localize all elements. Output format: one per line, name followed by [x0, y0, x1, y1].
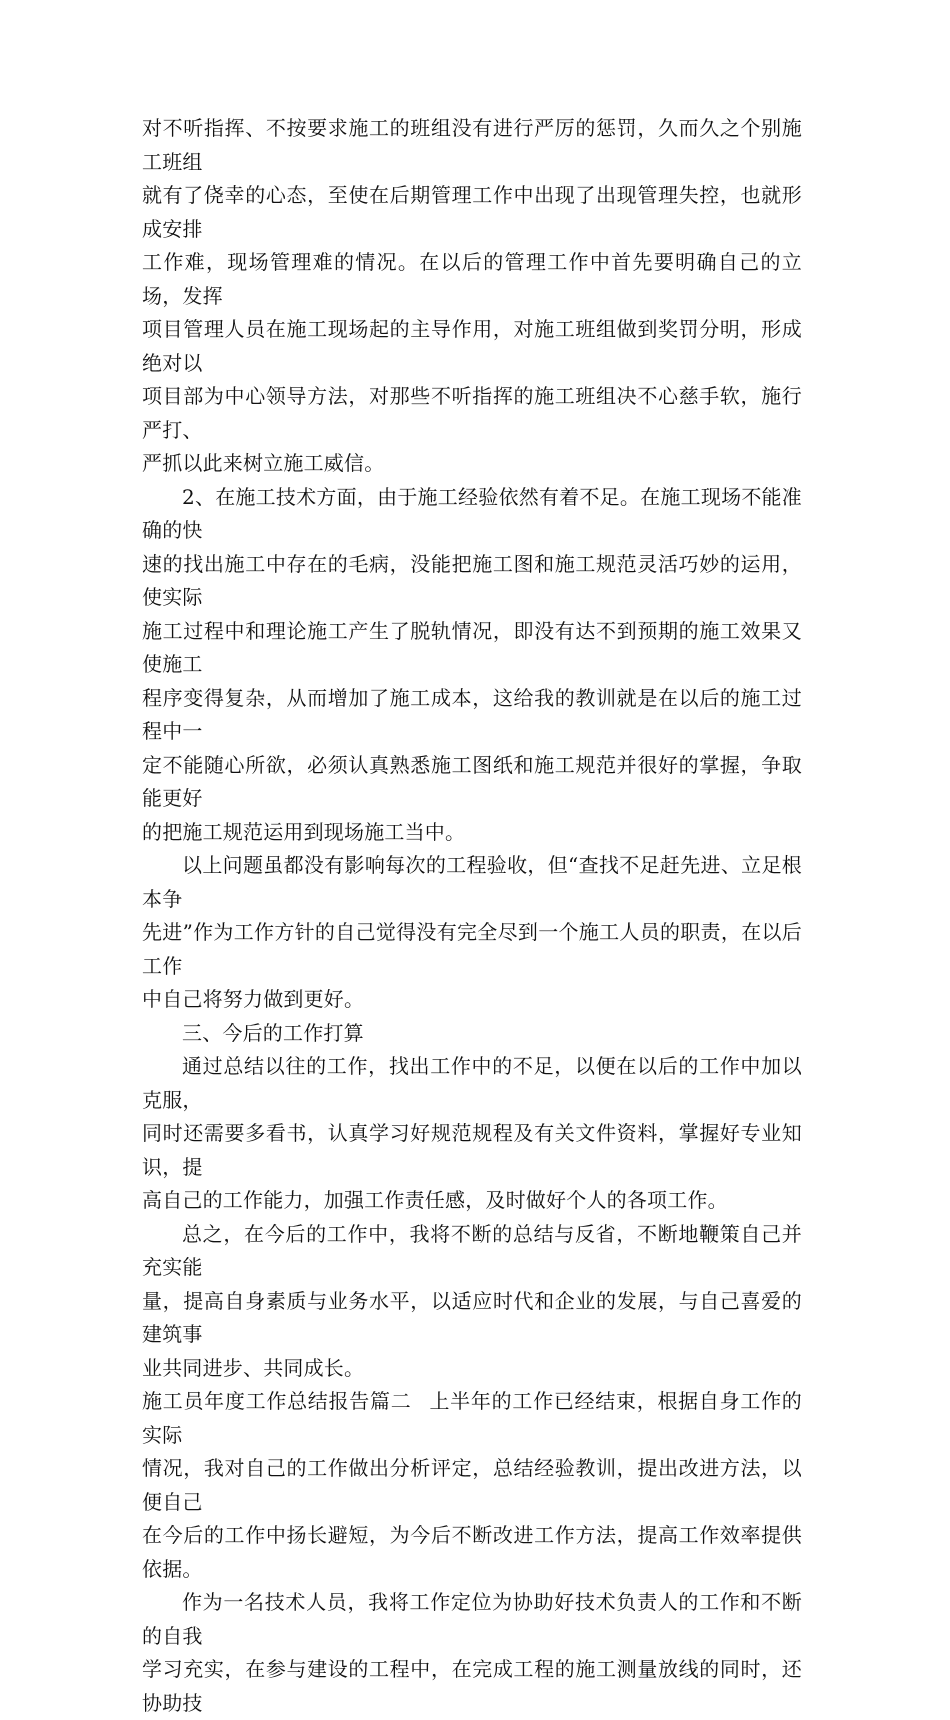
paragraph-technical-role: [142, 1586, 802, 1720]
paragraph-conclusion: [142, 1218, 802, 1386]
text-line: 施工过程中和理论施工产生了脱轨情况，即没有达不到预期的施工效果又使施工: [142, 618, 802, 676]
text-line: 定不能随心所欲，必须认真熟悉施工图纸和施工规范并很好的掌握，争取能更好: [142, 752, 802, 810]
paragraph-construction-technique: [142, 481, 802, 850]
paragraph-heading-future-plan: [142, 1017, 802, 1051]
text-line: 项目部为中心领导方法，对那些不听指挥的施工班组决不心慈手软，施行严打、: [142, 384, 802, 442]
text-line: 同时还需要多看书，认真学习好规范规程及有关文件资料，掌握好专业知识，提: [142, 1121, 802, 1179]
text-line: 工作难，现场管理难的情况。在以后的管理工作中首先要明确自己的立场，发挥: [142, 250, 802, 308]
text-line: 以上问题虽都没有影响每次的工程验收，但“查找不足赶先进、立足根本争: [142, 853, 802, 911]
text-line: 项目管理人员在施工现场起的主导作用，对施工班组做到奖罚分明，形成绝对以: [142, 317, 802, 375]
text-line: 就有了侥幸的心态，至使在后期管理工作中出现了出现管理失控，也就形成安排: [142, 183, 802, 241]
text-line: 对不听指挥、不按要求施工的班组没有进行严厉的惩罚，久而久之个别施工班组: [142, 116, 802, 174]
text-line: 中自己将努力做到更好。: [142, 987, 365, 1011]
text-line: 2、在施工技术方面，由于施工经验依然有着不足。在施工现场不能准确的快: [142, 484, 802, 542]
text-line: 严抓以此来树立施工威信。: [142, 451, 385, 475]
text-line: 速的找出施工中存在的毛病，没能把施工图和施工规范灵活巧妙的运用，使实际: [142, 551, 802, 609]
text-line: 情况，我对自己的工作做出分析评定，总结经验教训，提出改进方法，以便自己: [142, 1456, 802, 1514]
paragraph-acceptance-summary: [142, 849, 802, 1017]
text-line: 在今后的工作中扬长避短，为今后不断改进工作方法，提高工作效率提供依据。: [142, 1523, 802, 1581]
paragraph-continuation: [142, 112, 802, 481]
paragraph-section-two-intro: [142, 1385, 802, 1586]
document-page: [142, 112, 802, 1720]
paragraph-future-improvement: [142, 1050, 802, 1218]
text-line: 业共同进步、共同成长。: [142, 1355, 365, 1380]
text-line: 程序变得复杂，从而增加了施工成本，这给我的教训就是在以后的施工过程中一: [142, 685, 802, 743]
section-title: 施工员年度工作总结报告篇二: [142, 1389, 412, 1413]
section-first-sentence: 上半年的工作已经结束，根据自身工作的实际: [142, 1389, 802, 1447]
text-line: 作为一名技术人员，我将工作定位为协助好技术负责人的工作和不断的自我: [142, 1590, 802, 1648]
text-line: 先进”作为工作方针的自己觉得没有完全尽到一个施工人员的职责，在以后工作: [142, 920, 802, 978]
text-line: 量，提高自身素质与业务水平，以适应时代和企业的发展，与自己喜爱的建筑事: [142, 1288, 802, 1346]
section-heading: 三、今后的工作打算: [182, 1020, 364, 1045]
text-line: 高自己的工作能力，加强工作责任感，及时做好个人的各项工作。: [142, 1188, 728, 1212]
text-line: 的把施工规范运用到现场施工当中。: [142, 819, 466, 844]
text-line: 学习充实，在参与建设的工程中，在完成工程的施工测量放线的同时，还协助技: [142, 1657, 802, 1715]
text-line: 总之，在今后的工作中，我将不断的总结与反省，不断地鞭策自己并充实能: [142, 1221, 802, 1279]
section-intro-line: [142, 1385, 802, 1452]
text-line: 通过总结以往的工作，找出工作中的不足，以便在以后的工作中加以克服，: [142, 1054, 802, 1112]
